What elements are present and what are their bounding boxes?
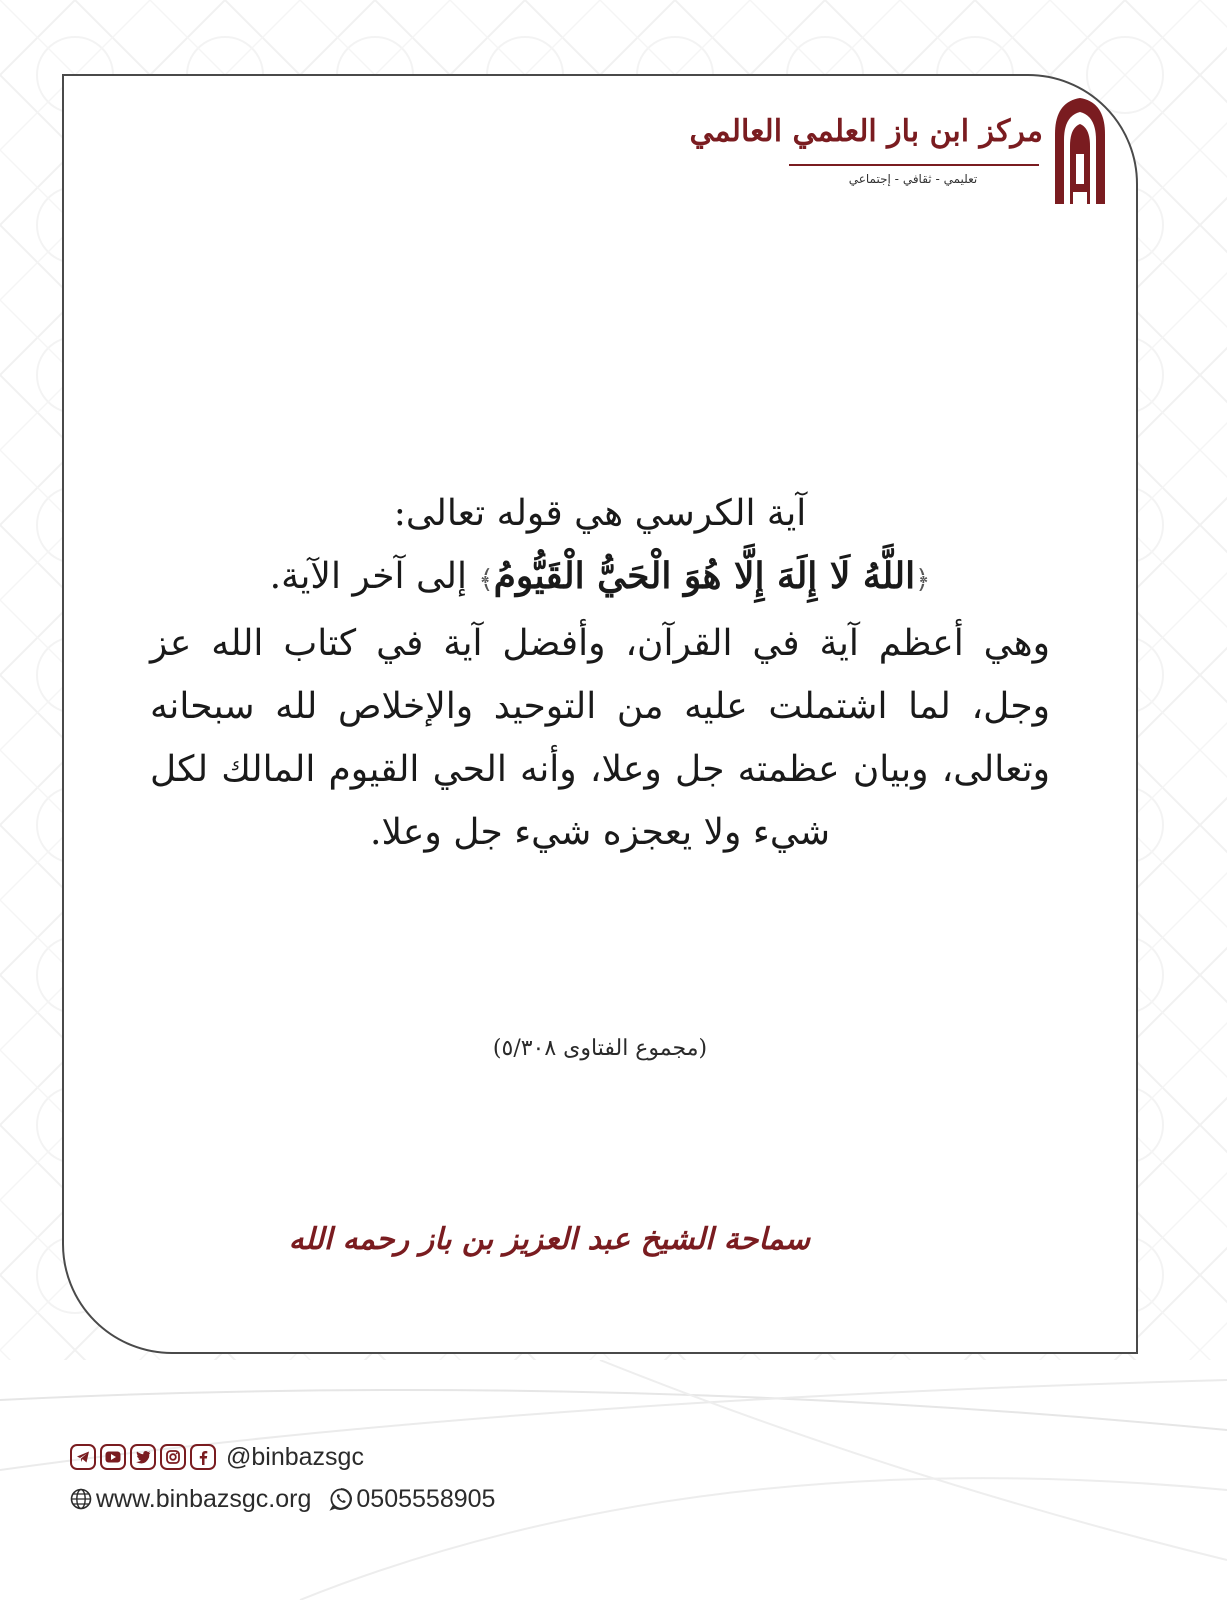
whatsapp-icon — [329, 1487, 353, 1511]
facebook-icon[interactable] — [190, 1444, 216, 1470]
globe-icon — [70, 1488, 92, 1510]
contact-row — [70, 1482, 495, 1516]
youtube-icon[interactable] — [100, 1444, 126, 1470]
social-handle[interactable]: @binbazsgc — [226, 1442, 364, 1471]
main-text — [150, 482, 1050, 864]
mosque-arch-icon — [1051, 96, 1109, 204]
logo-name: مركز ابن باز العلمي العالمي — [689, 114, 1043, 149]
ornate-bracket-close-icon: ﴾ — [478, 565, 494, 595]
logo-tagline: تعليمي - ثقافي - إجتماعي — [848, 172, 978, 186]
citation: (مجموع الفتاوى ٥/٣٠٨) — [492, 1036, 708, 1061]
ornate-bracket-open-icon: ﴿ — [915, 565, 931, 595]
instagram-icon[interactable] — [160, 1444, 186, 1470]
logo-underline — [789, 164, 1039, 166]
twitter-icon[interactable] — [130, 1444, 156, 1470]
intro-line: آية الكرسي هي قوله تعالى: — [393, 493, 807, 534]
website-link[interactable]: www.binbazsgc.org — [96, 1484, 312, 1513]
verse-text: اللَّهُ لَا إِلَهَ إِلَّا هُوَ الْحَيُّ الْقَيُّومُ — [493, 555, 916, 597]
signature-calligraphy: سماحة الشيخ عبد العزيز بن باز رحمه الله — [288, 1222, 810, 1257]
phone-number[interactable]: 0505558905 — [356, 1484, 496, 1513]
main-paragraph: وهي أعظم آية في القرآن، وأفضل آية في كتاب الله عز وجل، لما اشتملت عليه من التوحيد والإخلاص لله سبحانه وتعالى، وبيان عظمته جل وعلا، وأنه الحي القيوم المالك لكل شيء ولا يعجزه شيء جل وعلا. — [150, 623, 1050, 853]
verse-line — [150, 545, 1050, 612]
footer-decoration — [0, 1360, 1227, 1600]
telegram-icon[interactable] — [70, 1444, 96, 1470]
center-logo — [689, 96, 1109, 206]
verse-suffix: إلى آخر الآية. — [269, 556, 467, 597]
social-row — [70, 1440, 364, 1474]
